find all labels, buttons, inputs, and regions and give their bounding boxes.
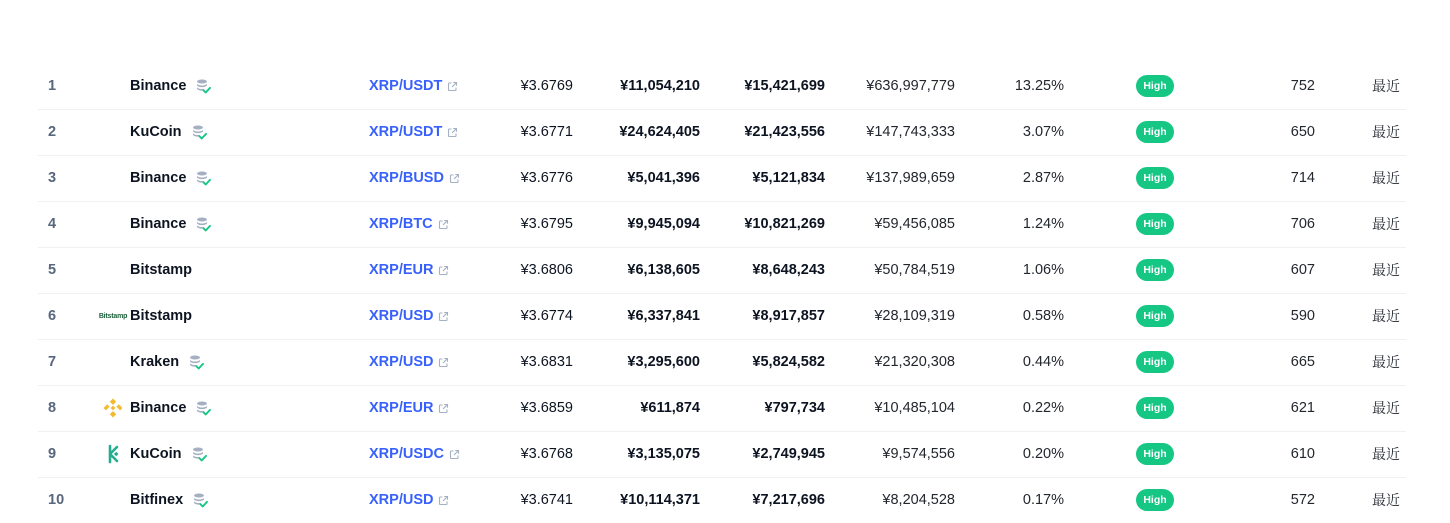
volume-cell xyxy=(838,478,955,522)
updated-value: 最近 xyxy=(1372,124,1400,140)
volume-cell xyxy=(838,202,955,246)
pair-link[interactable]: XRP/EUR xyxy=(369,400,434,416)
volume-value: ¥9,574,556 xyxy=(882,446,955,462)
updated-cell xyxy=(1348,478,1400,522)
price-cell xyxy=(478,386,573,430)
exchange-cell[interactable] xyxy=(130,478,330,522)
external-link-icon[interactable] xyxy=(438,265,449,276)
volume-value: ¥50,784,519 xyxy=(874,262,955,278)
pair-link[interactable]: XRP/BTC xyxy=(369,216,433,232)
volume-pct-value: 2.87% xyxy=(1022,170,1064,186)
depth-plus-value: ¥10,114,371 xyxy=(620,492,700,508)
confidence-cell xyxy=(1135,202,1175,246)
volume-pct-cell xyxy=(968,110,1064,154)
depth-minus-cell xyxy=(708,294,825,338)
pair-cell[interactable] xyxy=(369,478,489,522)
confidence-cell xyxy=(1135,478,1175,522)
table-row[interactable] xyxy=(38,340,1406,386)
rank-cell xyxy=(48,294,88,338)
depth-plus-value: ¥6,138,605 xyxy=(627,262,700,278)
depth-plus-cell xyxy=(583,202,700,246)
depth-plus-cell xyxy=(583,248,700,292)
liquidity-value: 752 xyxy=(1290,78,1315,94)
exchange-logo-cell xyxy=(100,386,126,430)
confidence-badge[interactable]: High xyxy=(1136,443,1173,465)
liquidity-cell xyxy=(1218,478,1315,522)
exchange-cell[interactable] xyxy=(130,340,330,384)
depth-minus-cell xyxy=(708,110,825,154)
confidence-cell xyxy=(1135,156,1175,200)
depth-minus-cell xyxy=(708,340,825,384)
pair-link[interactable]: XRP/EUR xyxy=(369,262,434,278)
pair-link[interactable]: XRP/USDC xyxy=(369,446,444,462)
exchange-name[interactable]: Binance xyxy=(130,400,187,416)
volume-pct-value: 0.22% xyxy=(1022,400,1064,416)
confidence-badge[interactable]: High xyxy=(1136,75,1173,97)
exchange-logo-cell xyxy=(100,64,126,108)
depth-plus-cell xyxy=(583,64,700,108)
liquidity-cell xyxy=(1218,432,1315,476)
confidence-badge[interactable]: High xyxy=(1136,351,1173,373)
updated-cell xyxy=(1348,110,1400,154)
confidence-badge[interactable]: High xyxy=(1136,259,1173,281)
verified-exchange-icon xyxy=(194,215,212,233)
price-value: ¥3.6859 xyxy=(520,400,573,416)
rank-number: 6 xyxy=(48,308,57,324)
confidence-cell xyxy=(1135,294,1175,338)
exchange-name[interactable]: Bitstamp xyxy=(130,262,193,278)
volume-value: ¥59,456,085 xyxy=(874,216,955,232)
updated-value: 最近 xyxy=(1372,170,1400,186)
confidence-cell xyxy=(1135,248,1175,292)
volume-cell xyxy=(838,386,955,430)
exchange-cell[interactable] xyxy=(130,64,330,108)
pair-link[interactable]: XRP/BUSD xyxy=(369,170,444,186)
volume-pct-value: 0.20% xyxy=(1022,446,1064,462)
liquidity-cell xyxy=(1218,64,1315,108)
depth-minus-cell xyxy=(708,248,825,292)
external-link-icon[interactable] xyxy=(447,127,458,138)
updated-cell xyxy=(1348,248,1400,292)
rank-number: 10 xyxy=(48,492,65,508)
depth-plus-value: ¥3,135,075 xyxy=(627,446,700,462)
rank-number: 1 xyxy=(48,78,57,94)
depth-plus-cell xyxy=(583,156,700,200)
depth-plus-cell xyxy=(583,110,700,154)
updated-value: 最近 xyxy=(1372,216,1400,232)
price-value: ¥3.6795 xyxy=(520,216,573,232)
volume-cell xyxy=(838,432,955,476)
table-row[interactable] xyxy=(38,156,1406,202)
external-link-icon[interactable] xyxy=(438,403,449,414)
rank-cell xyxy=(48,478,88,522)
exchange-name[interactable]: Binance xyxy=(130,216,187,232)
liquidity-cell xyxy=(1218,110,1315,154)
exchange-cell[interactable] xyxy=(130,386,330,430)
rank-number: 8 xyxy=(48,400,57,416)
depth-plus-cell xyxy=(583,294,700,338)
exchange-name[interactable]: Bitstamp xyxy=(130,308,193,324)
exchange-cell[interactable] xyxy=(130,248,330,292)
liquidity-cell xyxy=(1218,202,1315,246)
external-link-icon[interactable] xyxy=(438,311,449,322)
external-link-icon[interactable] xyxy=(449,449,460,460)
volume-value: ¥137,989,659 xyxy=(866,170,955,186)
depth-minus-cell xyxy=(708,156,825,200)
liquidity-value: 714 xyxy=(1290,170,1315,186)
liquidity-cell xyxy=(1218,294,1315,338)
liquidity-value: 572 xyxy=(1290,492,1315,508)
updated-cell xyxy=(1348,294,1400,338)
rank-cell xyxy=(48,340,88,384)
depth-plus-cell xyxy=(583,340,700,384)
confidence-badge[interactable]: High xyxy=(1136,305,1173,327)
updated-value: 最近 xyxy=(1372,354,1400,370)
liquidity-value: 650 xyxy=(1290,124,1315,140)
price-cell xyxy=(478,156,573,200)
volume-pct-cell xyxy=(968,294,1064,338)
exchange-cell[interactable] xyxy=(130,432,330,476)
pair-link[interactable]: XRP/USD xyxy=(369,492,434,508)
rank-cell xyxy=(48,248,88,292)
price-value: ¥3.6806 xyxy=(520,262,573,278)
updated-value: 最近 xyxy=(1372,446,1400,462)
liquidity-cell xyxy=(1218,386,1315,430)
volume-pct-cell xyxy=(968,202,1064,246)
exchange-name[interactable]: KuCoin xyxy=(130,446,182,462)
rank-number: 3 xyxy=(48,170,57,186)
exchange-logo-cell xyxy=(100,202,126,246)
exchange-logo-cell xyxy=(100,110,126,154)
binance-logo-icon xyxy=(101,396,125,420)
confidence-badge[interactable]: High xyxy=(1136,213,1173,235)
depth-minus-value: ¥2,749,945 xyxy=(752,446,825,462)
pair-cell[interactable] xyxy=(369,294,489,338)
rank-number: 4 xyxy=(48,216,57,232)
exchange-cell[interactable] xyxy=(130,294,330,338)
volume-cell xyxy=(838,64,955,108)
rank-cell xyxy=(48,156,88,200)
volume-pct-cell xyxy=(968,156,1064,200)
exchange-name[interactable]: Binance xyxy=(130,78,187,94)
liquidity-value: 590 xyxy=(1290,308,1315,324)
confidence-badge[interactable]: High xyxy=(1136,397,1173,419)
price-value: ¥3.6774 xyxy=(520,308,573,324)
updated-value: 最近 xyxy=(1372,400,1400,416)
volume-pct-value: 0.44% xyxy=(1022,354,1064,370)
pair-link[interactable]: XRP/USDT xyxy=(369,124,443,140)
confidence-badge[interactable]: High xyxy=(1136,167,1173,189)
volume-pct-value: 0.58% xyxy=(1022,308,1064,324)
volume-pct-value: 1.24% xyxy=(1022,216,1064,232)
volume-value: ¥636,997,779 xyxy=(866,78,955,94)
pair-cell[interactable] xyxy=(369,248,489,292)
depth-minus-value: ¥21,423,556 xyxy=(744,124,825,140)
exchange-name[interactable]: Binance xyxy=(130,170,187,186)
verified-exchange-icon xyxy=(194,169,212,187)
depth-minus-cell xyxy=(708,386,825,430)
volume-pct-value: 13.25% xyxy=(1014,78,1064,94)
rank-number: 2 xyxy=(48,124,57,140)
verified-exchange-icon xyxy=(194,399,212,417)
liquidity-value: 665 xyxy=(1290,354,1315,370)
price-value: ¥3.6771 xyxy=(520,124,573,140)
depth-plus-value: ¥24,624,405 xyxy=(619,124,700,140)
depth-minus-cell xyxy=(708,64,825,108)
volume-value: ¥28,109,319 xyxy=(874,308,955,324)
price-cell xyxy=(478,432,573,476)
depth-minus-cell xyxy=(708,478,825,522)
volume-pct-cell xyxy=(968,478,1064,522)
volume-pct-cell xyxy=(968,432,1064,476)
kucoin-logo-icon xyxy=(102,443,124,465)
liquidity-cell xyxy=(1218,156,1315,200)
volume-value: ¥8,204,528 xyxy=(882,492,955,508)
table-row[interactable] xyxy=(38,432,1406,478)
depth-minus-value: ¥797,734 xyxy=(764,400,825,416)
table-row[interactable] xyxy=(38,202,1406,248)
price-value: ¥3.6776 xyxy=(520,170,573,186)
updated-cell xyxy=(1348,156,1400,200)
liquidity-cell xyxy=(1218,248,1315,292)
table-row[interactable] xyxy=(38,110,1406,156)
exchange-cell[interactable] xyxy=(130,110,330,154)
confidence-cell xyxy=(1135,110,1175,154)
volume-pct-cell xyxy=(968,248,1064,292)
rank-cell xyxy=(48,432,88,476)
liquidity-value: 706 xyxy=(1290,216,1315,232)
liquidity-cell xyxy=(1218,340,1315,384)
price-value: ¥3.6741 xyxy=(520,492,573,508)
rank-number: 5 xyxy=(48,262,57,278)
volume-pct-cell xyxy=(968,386,1064,430)
rank-number: 7 xyxy=(48,354,57,370)
markets-table xyxy=(38,64,1406,523)
depth-plus-value: ¥9,945,094 xyxy=(627,216,700,232)
liquidity-value: 610 xyxy=(1290,446,1315,462)
exchange-cell[interactable] xyxy=(130,202,330,246)
confidence-cell xyxy=(1135,386,1175,430)
volume-cell xyxy=(838,156,955,200)
depth-minus-value: ¥10,821,269 xyxy=(744,216,825,232)
pair-cell[interactable] xyxy=(369,64,489,108)
price-cell xyxy=(478,202,573,246)
depth-minus-value: ¥5,824,582 xyxy=(752,354,825,370)
volume-value: ¥147,743,333 xyxy=(866,124,955,140)
depth-plus-cell xyxy=(583,478,700,522)
pair-link[interactable]: XRP/USD xyxy=(369,308,434,324)
updated-cell xyxy=(1348,64,1400,108)
pair-cell[interactable] xyxy=(369,386,489,430)
price-cell xyxy=(478,478,573,522)
volume-pct-value: 0.17% xyxy=(1022,492,1064,508)
depth-minus-value: ¥15,421,699 xyxy=(744,78,825,94)
confidence-badge[interactable]: High xyxy=(1136,121,1173,143)
confidence-cell xyxy=(1135,64,1175,108)
updated-cell xyxy=(1348,386,1400,430)
confidence-cell xyxy=(1135,432,1175,476)
updated-value: 最近 xyxy=(1372,492,1400,508)
pair-cell[interactable] xyxy=(369,110,489,154)
verified-exchange-icon xyxy=(194,77,212,95)
depth-plus-value: ¥11,054,210 xyxy=(620,78,700,94)
external-link-icon[interactable] xyxy=(449,173,460,184)
depth-minus-value: ¥8,917,857 xyxy=(752,308,825,324)
volume-cell xyxy=(838,248,955,292)
exchange-logo-cell xyxy=(100,156,126,200)
exchange-name[interactable]: Bitfinex xyxy=(130,492,184,508)
volume-pct-value: 1.06% xyxy=(1022,262,1064,278)
depth-minus-cell xyxy=(708,432,825,476)
rank-cell xyxy=(48,386,88,430)
rank-cell xyxy=(48,202,88,246)
updated-value: 最近 xyxy=(1372,78,1400,94)
exchange-logo-cell xyxy=(100,432,126,476)
depth-plus-cell xyxy=(583,432,700,476)
confidence-cell xyxy=(1135,340,1175,384)
exchange-cell[interactable] xyxy=(130,156,330,200)
pair-link[interactable]: XRP/USDT xyxy=(369,78,443,94)
verified-exchange-icon xyxy=(190,123,208,141)
rank-cell xyxy=(48,64,88,108)
price-cell xyxy=(478,294,573,338)
external-link-icon[interactable] xyxy=(438,219,449,230)
exchange-name[interactable]: Kraken xyxy=(130,354,180,370)
exchange-logo-cell xyxy=(100,478,126,522)
updated-cell xyxy=(1348,202,1400,246)
volume-value: ¥10,485,104 xyxy=(874,400,955,416)
depth-minus-value: ¥5,121,834 xyxy=(752,170,825,186)
price-value: ¥3.6831 xyxy=(520,354,573,370)
confidence-badge[interactable]: High xyxy=(1136,489,1173,511)
rank-cell xyxy=(48,110,88,154)
updated-value: 最近 xyxy=(1372,308,1400,324)
exchange-name[interactable]: KuCoin xyxy=(130,124,182,140)
depth-plus-value: ¥3,295,600 xyxy=(627,354,700,370)
volume-pct-value: 3.07% xyxy=(1022,124,1064,140)
verified-exchange-icon xyxy=(191,491,209,509)
price-cell xyxy=(478,110,573,154)
updated-value: 最近 xyxy=(1372,262,1400,278)
volume-pct-cell xyxy=(968,64,1064,108)
depth-plus-value: ¥5,041,396 xyxy=(627,170,700,186)
updated-cell xyxy=(1348,432,1400,476)
price-value: ¥3.6768 xyxy=(520,446,573,462)
exchange-logo-cell xyxy=(100,340,126,384)
exchange-logo-cell xyxy=(100,248,126,292)
verified-exchange-icon xyxy=(190,445,208,463)
table-row[interactable] xyxy=(38,248,1406,294)
volume-value: ¥21,320,308 xyxy=(874,354,955,370)
volume-cell xyxy=(838,110,955,154)
depth-plus-cell xyxy=(583,386,700,430)
table-row[interactable] xyxy=(38,478,1406,523)
depth-plus-value: ¥611,874 xyxy=(640,400,700,416)
pair-cell[interactable] xyxy=(369,202,489,246)
table-row[interactable] xyxy=(38,64,1406,110)
price-value: ¥3.6769 xyxy=(520,78,573,94)
verified-exchange-icon xyxy=(187,353,205,371)
exchange-logo-cell xyxy=(100,294,126,338)
external-link-icon[interactable] xyxy=(438,357,449,368)
price-cell xyxy=(478,340,573,384)
depth-minus-value: ¥7,217,696 xyxy=(752,492,825,508)
price-cell xyxy=(478,64,573,108)
rank-number: 9 xyxy=(48,446,57,462)
markets-table-body xyxy=(38,64,1406,523)
pair-cell[interactable] xyxy=(369,432,489,476)
volume-cell xyxy=(838,294,955,338)
pair-cell[interactable] xyxy=(369,156,489,200)
pair-link[interactable]: XRP/USD xyxy=(369,354,434,370)
depth-minus-value: ¥8,648,243 xyxy=(752,262,825,278)
volume-pct-cell xyxy=(968,340,1064,384)
liquidity-value: 621 xyxy=(1290,400,1315,416)
external-link-icon[interactable] xyxy=(447,81,458,92)
price-cell xyxy=(478,248,573,292)
depth-plus-value: ¥6,337,841 xyxy=(627,308,700,324)
external-link-icon[interactable] xyxy=(438,495,449,506)
table-row[interactable] xyxy=(38,386,1406,432)
bitstamp-logo: Bitstamp xyxy=(98,312,128,320)
pair-cell[interactable] xyxy=(369,340,489,384)
depth-minus-cell xyxy=(708,202,825,246)
updated-cell xyxy=(1348,340,1400,384)
volume-cell xyxy=(838,340,955,384)
table-row[interactable] xyxy=(38,294,1406,340)
liquidity-value: 607 xyxy=(1290,262,1315,278)
